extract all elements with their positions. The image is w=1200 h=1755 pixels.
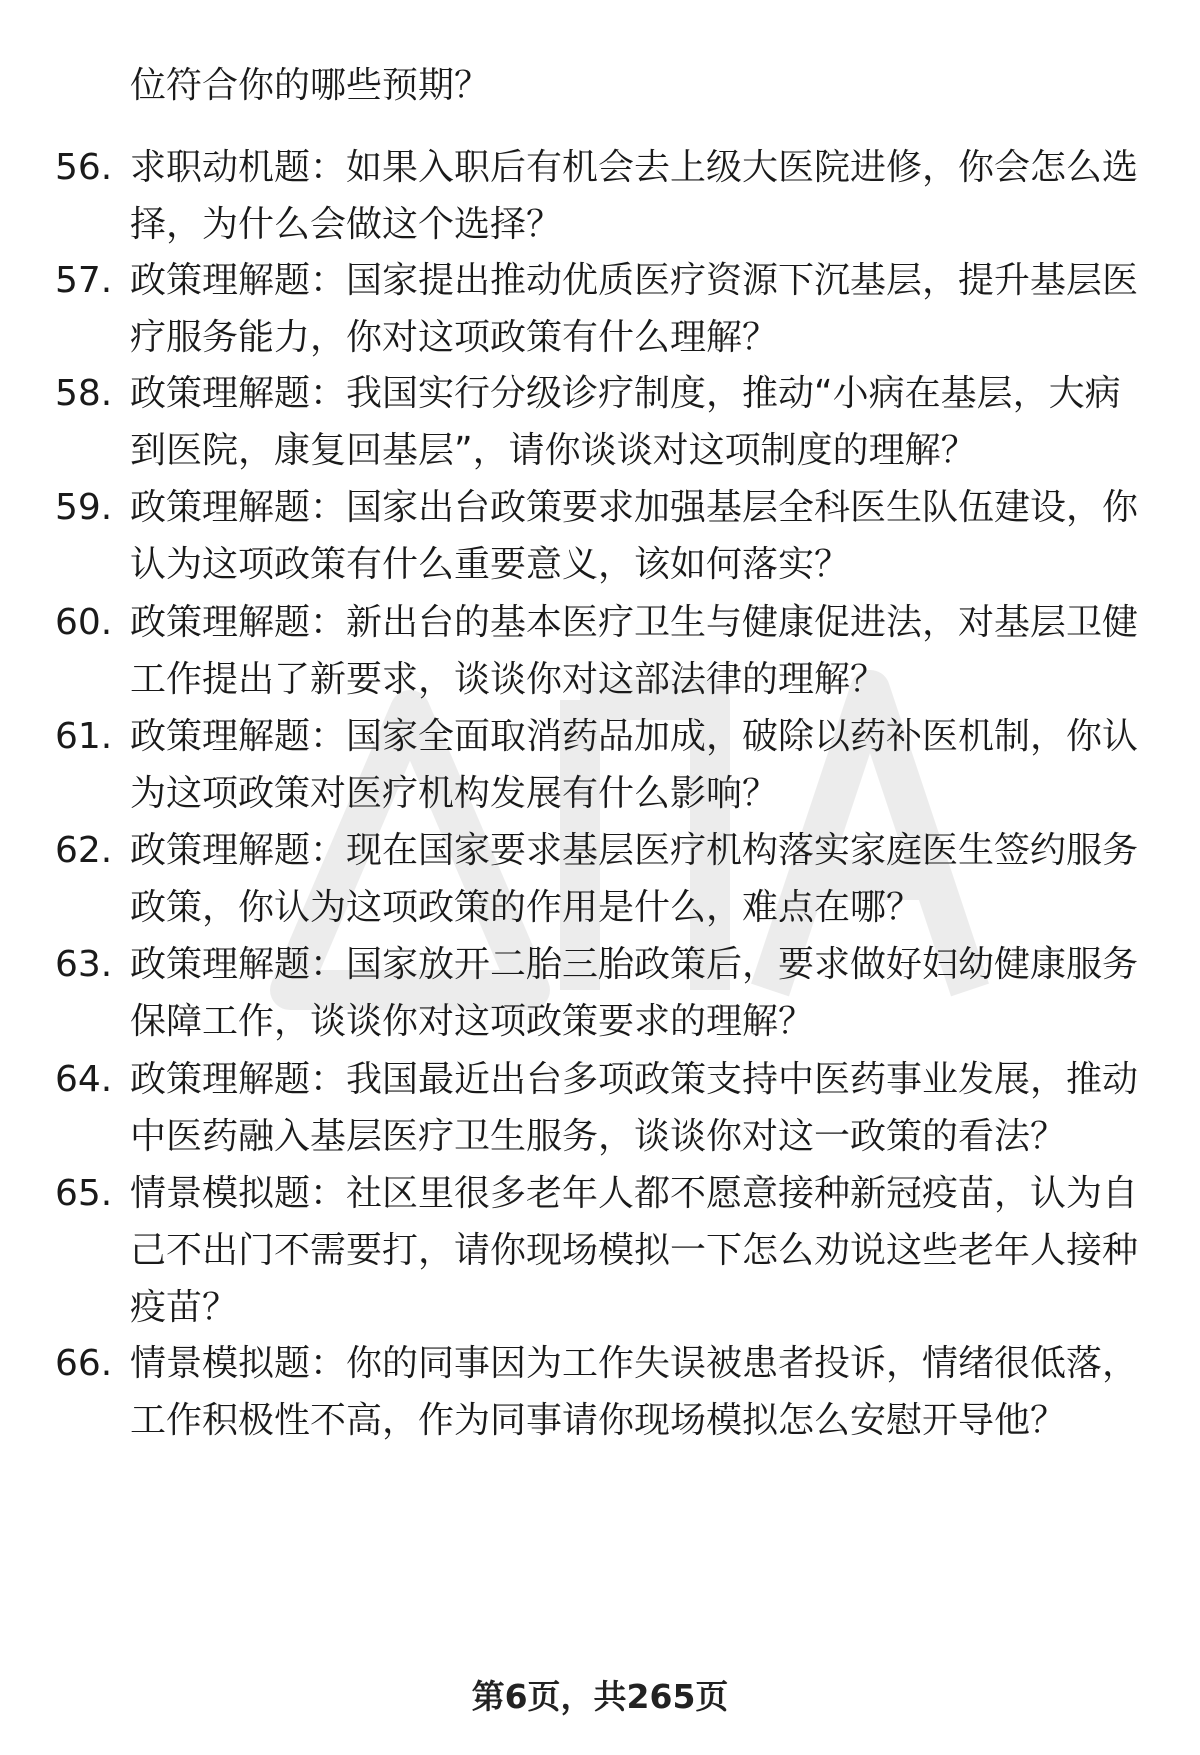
question-number: 58. <box>55 373 113 414</box>
question-text-line: 情景模拟题：社区里很多老年人都不愿意接种新冠疫苗，认为自 <box>130 1173 1139 1214</box>
question-text-line: 政策理解题：国家放开二胎三胎政策后，要求做好妇幼健康服务 <box>130 944 1139 985</box>
question-text-line: 疫苗？ <box>130 1287 239 1328</box>
question-number: 64. <box>55 1059 113 1100</box>
question-text-line: 政策，你认为这项政策的作用是什么，难点在哪？ <box>130 887 923 928</box>
page-footer: 第6页，共265页 <box>471 1677 729 1716</box>
question-text-line: 政策理解题：新出台的基本医疗卫生与健康促进法，对基层卫健 <box>130 602 1139 643</box>
question-text-line: 保障工作，谈谈你对这项政策要求的理解？ <box>130 1001 815 1042</box>
question-text-line: 求职动机题：如果入职后有机会去上级大医院进修，你会怎么选 <box>130 147 1139 188</box>
question-text-line: 政策理解题：我国实行分级诊疗制度，推动“小病在基层，大病 <box>130 373 1121 414</box>
question-text-line: 政策理解题：国家提出推动优质医疗资源下沉基层，提升基层医 <box>130 260 1139 301</box>
question-number: 62. <box>55 830 113 871</box>
question-number: 61. <box>55 716 113 757</box>
question-text-line: 到医院，康复回基层”，请你谈谈对这项制度的理解？ <box>130 430 977 471</box>
question-text-line: 中医药融入基层医疗卫生服务，谈谈你对这一政策的看法？ <box>130 1116 1067 1157</box>
question-text-line: 政策理解题：现在国家要求基层医疗机构落实家庭医生签约服务 <box>130 830 1139 871</box>
question-number: 63. <box>55 944 113 985</box>
question-text-line: 为这项政策对医疗机构发展有什么影响？ <box>130 773 779 814</box>
question-number: 66. <box>55 1343 113 1384</box>
question-text-line: 疗服务能力，你对这项政策有什么理解？ <box>130 317 779 358</box>
question-text-line: 己不出门不需要打，请你现场模拟一下怎么劝说这些老年人接种 <box>130 1230 1139 1271</box>
question-text-line: 政策理解题：我国最近出台多项政策支持中医药事业发展，推动 <box>130 1059 1139 1100</box>
question-number: 60. <box>55 602 113 643</box>
question-text-line: 择，为什么会做这个选择？ <box>130 204 563 245</box>
question-number: 59. <box>55 487 113 528</box>
question-text-line: 工作提出了新要求，谈谈你对这部法律的理解？ <box>130 659 887 700</box>
question-text-line: 情景模拟题：你的同事因为工作失误被患者投诉，情绪很低落， <box>130 1343 1139 1384</box>
continuation-line: 位符合你的哪些预期？ <box>130 65 491 106</box>
question-number: 57. <box>55 260 113 301</box>
question-text-line: 政策理解题：国家全面取消药品加成，破除以药补医机制，你认 <box>130 716 1139 757</box>
question-text-line: 认为这项政策有什么重要意义，该如何落实？ <box>130 544 851 585</box>
question-text-line: 政策理解题：国家出台政策要求加强基层全科医生队伍建设，你 <box>130 487 1139 528</box>
question-number: 65. <box>55 1173 113 1214</box>
question-text-line: 工作积极性不高，作为同事请你现场模拟怎么安慰开导他？ <box>130 1400 1067 1441</box>
question-number: 56. <box>55 147 113 188</box>
